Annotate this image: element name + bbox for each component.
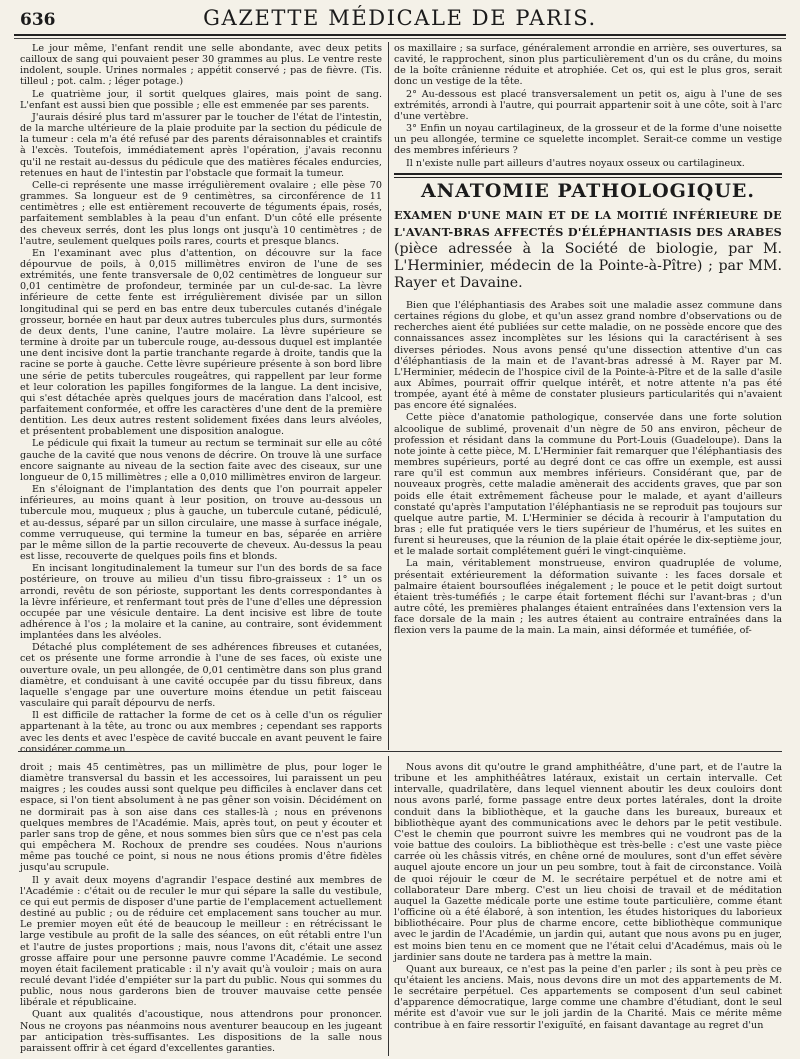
article-heading-rest: (pièce adressée à la Société de biologie, par M. L'Herminier, médecin de la Pointe-à-Pître) ; par MM. Rayer et Davaine. (394, 240, 782, 291)
section-rule (394, 173, 782, 175)
upper-right-paragraph: 3° Enfin un noyau cartilagineux, de la grosseur et de la forme d'une noisette un peu allongée, termine ce squelette incomplet. Serait-ce comme un vestige des membres inférieurs ? (394, 123, 782, 157)
upper-left-paragraph: En l'examinant avec plus d'attention, on découvre sur la face dépourvue de poils, à 0,015 millimètres environ de l'une de ses extrémités, une fente transversale de 0,02 centimètres de longueur sur 0,01 centimètre de profondeur, terminée par un cul-de-sac. La lèvre inférieure de cette fente est irrégulièrement divisée par un sillon longitudinal qui se perd en bas entre deux tubercules cutanés d'inégale grosseur, bornée en haut par deux autres tubercules plus durs, surmontés de deux dents, l'une canine, l'autre molaire. La lèvre supérieure se termine à droite par un tubercule rouge, au-dessous duquel est implantée une dent incisive dont la partie tranchante regarde à droite, tandis que la racine se porte à gauche. Cette lèvre supérieure présente à son bord libre une série de petits tubercules rougeâtres, qui rappellent par leur forme et leur coloration les papilles fongiformes de la langue. La dent incisive, qui s'est détachée après quelques jours de macération dans l'alcool, est parfaitement conformée, et offre les caractères d'une dent de la première dentition. Les deux autres restent solidement fixées dans leurs alvéoles, et présentent probablement une disposition analogue. (20, 247, 382, 438)
horizontal-divider (18, 751, 782, 752)
lower-left-paragraph: droit ; mais 45 centimètres, pas un millimètre de plus, pour loger le diamètre transversal du bassin et les accessoires, lui paraissent un peu maigres ; les coudes aussi sont quelque peu difficiles à enclaver dans cet espace, si l'on tient absolument à ne pas gêner son voisin. Décidément on ne dormirait pas à son aise dans ces stalles-là ; nous en prévenons quelques membres de l'Académie. Mais, après tout, on peut y écouter et parler sans trop de gêne, et nous sommes bien sûrs que ce n'est pas cela qui empêchera M. Rochoux de prendre ses coudées. Nous n'aurions même pas touché ce point, si nous ne nous étions promis d'être fidèles jusqu'au scrupule. (20, 762, 382, 874)
article-heading-caps: EXAMEN D'UNE MAIN ET DE LA MOITIÉ INFÉRIEURE DE L'AVANT-BRAS AFFECTÉS D'ÉLÉPHANTIASIS DES ARABES (394, 207, 783, 239)
upper-left-paragraph: Celle-ci représente une masse irrégulièrement ovalaire ; elle pèse 70 grammes. Sa longueur est de 9 centimètres, sa circonférence de 11 centimètres ; elle est entièrement recouverte de téguments épais, rosés, parfaitement semblables à la peau d'un enfant. D'un côté elle présente des cheveux serrés, dont les plus longs ont jusqu'à 10 centimètres ; de l'autre, seulement quelques poils rares, courts et presque blancs. (20, 179, 382, 247)
upper-right-paragraph: Il n'existe nulle part ailleurs d'autres noyaux osseux ou cartilagineux. (406, 157, 745, 169)
column-upper-left (20, 43, 382, 755)
upper-left-paragraph: Détaché plus complétement de ses adhérences fibreuses et cutanées, cet os présente une forme arrondie à l'une de ses faces, où existe une ouverture ovale, un peu allongée, de 0,01 centimètre dans son plus grand diamètre, et conduisant à une cavité occupée par du tissu fibreux, dans laquelle s'engage par une ouverture moins étendue un petit faisceau vasculaire qui paraît dépourvu de nerfs. (20, 642, 382, 710)
page-number: 636 (20, 10, 56, 30)
section-title: ANATOMIE PATHOLOGIQUE. (420, 179, 755, 202)
upper-right-paragraph: os maxillaire ; sa surface, généralement arrondie en arrière, ses ouvertures, sa cavité, le rapprochent, sinon plus particulièrement d'un os du crâne, du moins de la boîte crânienne réduite et atrophiée. Cet os, qui est le plus gros, serait donc un vestige de la tête. (394, 43, 782, 88)
article-body-paragraph: Bien que l'éléphantiasis des Arabes soit une maladie assez commune dans certaines régions du globe, et qu'un assez grand nombre d'observations ou de recherches aient été publiées sur cette maladie, on ne possède encore que des connaissances assez incomplètes sur les lésions qui la caractérisent à ses diverses périodes. Nous avons pensé qu'une dissection attentive d'un cas d'éléphantiasis de la main et de l'avant-bras adressé à M. Rayer par M. L'Herminier, médecin de l'hospice civil de la Pointe-à-Pître et de la salle d'asile aux Abîmes, pourrait offrir quelque intérêt, et notre attente n'a pas été trompée, ayant été à même de constater plusieurs particularités qui n'avaient pas encore été signalées. (394, 299, 782, 412)
upper-right-paragraph: 2° Au-dessous est placé transversalement un petit os, aigu à l'une de ses extrémités, arrondi à l'autre, qui pourrait appartenir soit à une côte, soit à l'arc d'une vertèbre. (394, 88, 782, 122)
lower-right-paragraph: Quant aux bureaux, ce n'est pas la peine d'en parler ; ils sont à peu près ce qu'étaient les anciens. Mais, nous devons dire un mot des appartements de M. le secrétaire perpétuel. Ces appartements se composent d'un seul cabinet d'apparence démocratique, large comme une chambre d'étudiant, dont le seul mérite est d'avoir vue sur le joli jardin de la Charité. Mais ce mérite même contribue à en faire ressortir l'exiguïté, en faisant davantage au regret d'un (394, 963, 782, 1031)
lower-left-paragraph: Quant aux qualités d'acoustique, nous attendrons pour prononcer. Nous ne croyons pas néanmoins nous aventurer beaucoup en les jugeant par anticipation très-suffisantes. Les dispositions de la salle nous paraissent offrir à cet égard d'excellentes garanties. (20, 1009, 382, 1054)
section-rule-thin (394, 177, 782, 178)
article-body-paragraph: Cette pièce d'anatomie pathologique, conservée dans une forte solution alcoolique de sublimé, provenait d'un nègre de 50 ans environ, pêcheur de profession et résidant dans la commune du Port-Louis (Guadeloupe). Dans la note jointe à cette pièce, M. L'Herminier fait remarquer que l'éléphantiasis des membres supérieurs, porté au degré dont ce cas offre un exemple, est aussi rare qu'il est commun aux membres inférieurs. Considérant que, par de nouveaux progrès, cette maladie amènerait des accidents graves, que par son poids elle était extrêmement fâcheuse pour le malade, et ayant d'ailleurs constaté qu'après l'amputation l'éléphantiasis ne se reproduit pas toujours sur quelque autre partie, M. L'Herminier se décida à recourir à l'amputation du bras ; elle fut pratiquée vers le tiers supérieur de l'humérus, et les suites en furent si heureuses, que la réunion de la plaie était opérée le dix-septième jour, et le malade sortait complétement guéri le vingt-cinquième. (394, 412, 782, 558)
article-heading (394, 207, 782, 292)
upper-left-paragraph: Le quatrième jour, il sortit quelques glaires, mais point de sang. L'enfant est aussi bien que possible ; elle est emmenée par ses parents. (20, 88, 382, 111)
lower-left-paragraph: Il y avait deux moyens d'agrandir l'espace destiné aux membres de l'Académie : c'était ou de reculer le mur qui sépare la salle du vestibule, ce qui eut permis de disposer d'une partie de l'emplacement actuellement destiné au public ; ou de réduire cet emplacement sans toucher au mur. Le premier moyen eût été de beaucoup le meilleur : en rétrécissant le large vestibule au profit de la salle des séances, on eût rétabli entre l'un et l'autre de justes proportions ; mais, nous l'avons dit, c'était une assez grosse affaire pour une personne pauvre comme l'Académie. Le second moyen était facilement praticable : il n'y avait qu'à vouloir ; mais on aura reculé devant l'idée d'empiéter sur la part du public. Nous qui sommes du public, nous nous garderons bien de trouver mauvaise cette pensée libérale et républicaine. (20, 874, 382, 1009)
lower-right-paragraph: Nous avons dit qu'outre le grand amphithéâtre, d'une part, et de l'autre la tribune et les amphithéâtres latéraux, existait un certain intervalle. Cet intervalle, quadrilatère, dans lequel viennent aboutir les deux couloirs dont nous avons parlé, forme passage entre deux portes latérales, dont la droite conduit dans la bibliothèque, et la gauche dans les bureaux, bureaux et bibliothèque ayant des communications avec le dehors par le petit vestibule. C'est le chemin que pourront suivre les membres qui ne voudront pas de la voie battue des couloirs. La bibliothèque est très-belle : c'est une vaste pièce carrée où les châssis vitrés, en chêne orné de moulures, sont d'un effet sévère auquel ajoute encore un jour un peu sombre, tout à fait de circonstance. Voilà de quoi réjouir le cœur de M. le secrétaire perpétuel et de notre ami et collaborateur Dare mberg. C'est un lieu choisi de travail et de méditation auquel la Gazette médicale porte une estime toute particulière, comme étant l'officine où a été élaboré, à son intention, les études historiques du laborieux bibliothécaire. Pour plus de charme encore, cette bibliothèque communique avec le jardin de l'Académie, un jardin qui, autant que nous avons pu en juger, est moins bien tenu en ce moment que ne l'était celui d'Académus, mais où le jardinier sans doute ne tardera pas à mettre la main. (394, 762, 782, 963)
article-body-paragraph: La main, véritablement monstrueuse, environ quadruplée de volume, présentait extérieurement la déformation suivante : les faces dorsale et palmaire étaient boursouflées inégalement ; le pouce et le petit doigt surtout étaient très-tuméfiés ; le carpe était fortement fléchi sur l'avant-bras ; d'un autre côté, les premières phalanges étaient entraînées dans l'extension vers la face dorsale de la main ; les autres étaient au contraire entraînées dans la flexion vers la paume de la main. La main, ainsi déformée et tuméfiée, of- (394, 558, 782, 637)
upper-left-paragraph: Le pédicule qui fixait la tumeur au rectum se terminait sur elle au côté gauche de la cavité que nous venons de décrire. On trouve là une surface encore saignante au niveau de la section faite avec des ciseaux, sur une longueur de 0,15 millimètres ; elle a 0,010 millimètres environ de largeur. (20, 438, 382, 483)
column-divider-lower (388, 756, 389, 1056)
column-lower-left (20, 762, 382, 1054)
column-lower-right (394, 762, 782, 1054)
column-divider-upper (388, 42, 389, 750)
page-header (14, 4, 786, 34)
column-upper-right (394, 43, 782, 748)
header-rule (14, 34, 786, 36)
journal-title: GAZETTE MÉDICALE DE PARIS. (203, 6, 597, 30)
upper-left-paragraph: Il est difficile de rattacher la forme de cet os à celle d'un os régulier appartenant à la tête, au tronc ou aux membres ; cependant ses rapports avec les dents et avec l'espèce de cavité buccale en avant peuvent le faire considérer comme un (20, 710, 382, 755)
header-rule-thin (14, 38, 786, 39)
upper-left-paragraph: En incisant longitudinalement la tumeur sur l'un des bords de sa face postérieure, on trouve au milieu d'un tissu fibro-graisseux : 1° un os arrondi, revêtu de son périoste, supportant les dents correspondantes à la lèvre inférieure, et renfermant tout près de l'une d'elles une dépression occupée par une vésicule dentaire. La dent incisive est libre de toute adhérence à l'os ; la molaire et la canine, au contraire, sont évidemment implantées dans les alvéoles. (20, 563, 382, 642)
upper-left-paragraph: En s'éloignant de l'implantation des dents que l'on pourrait appeler inférieures, au moins quant à leur position, on trouve au-dessous un tubercule mou, muqueux ; plus à gauche, un tubercule cutané, pédiculé, et au-dessus, séparé par un sillon circulaire, une masse à surface inégale, comme verruqueuse, qui termine la tumeur en bas, séparée en arrière par le même sillon de la partie recouverte de cheveux. Au-dessus la peau est lisse, recouverte de quelques poils fins et blonds. (20, 484, 382, 563)
upper-left-paragraph: J'aurais désiré plus tard m'assurer par le toucher de l'état de l'intestin, de la marche ultérieure de la plaie produite par la section du pédicule de la tumeur : cela m'a été refusé par des parents déraisonnables et craintifs à l'excès. Toutefois, immédiatement après l'opération, j'avais reconnu qu'il ne restait au-dessus du pédicule que des matières fécales endurcies, retenues en haut de l'intestin par l'obstacle que formait la tumeur. (20, 111, 382, 179)
upper-left-paragraph: Le jour même, l'enfant rendit une selle abondante, avec deux petits cailloux de sang qui pouvaient peser 30 grammes au plus. Le ventre reste indolent, souple. Urines normales ; appétit conservé ; pas de fièvre. (Tis. tilleul ; pot. calm. ; léger potage.) (20, 43, 382, 88)
